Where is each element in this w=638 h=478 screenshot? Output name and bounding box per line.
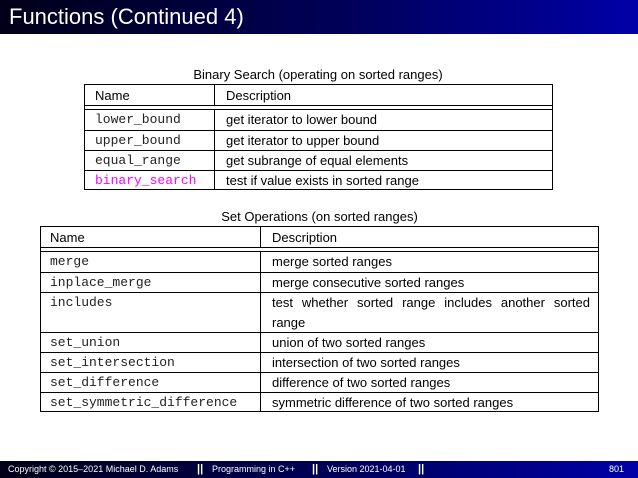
table-row (41, 392, 598, 412)
function-description: test if value exists in sorted range (226, 173, 419, 188)
function-description: get iterator to lower bound (226, 112, 378, 127)
function-description: intersection of two sorted ranges (272, 355, 460, 370)
footer-separator: || (418, 463, 425, 475)
function-name: set_intersection (50, 355, 175, 370)
function-description: merge sorted ranges (272, 254, 392, 269)
function-description: merge consecutive sorted ranges (272, 275, 465, 290)
binary-search-caption: Binary Search (operating on sorted ranges) (193, 67, 443, 82)
title-bar (0, 0, 638, 34)
slide-title: Functions (Continued 4) (9, 4, 244, 29)
footer-version: Version 2021-04-01 (327, 464, 406, 474)
table-row (41, 352, 598, 372)
function-name: includes (50, 295, 113, 310)
table-header-row (41, 227, 598, 248)
header-name: Name (95, 88, 130, 103)
footer-separator: || (197, 463, 204, 475)
function-name: inplace_merge (50, 275, 152, 290)
footer-page-number: 801 (609, 464, 625, 474)
function-description: union of two sorted ranges (272, 335, 426, 350)
table-row (85, 150, 552, 170)
table-header-row (85, 85, 552, 106)
function-name-highlighted: binary_search (95, 173, 197, 188)
footer-bar (0, 461, 638, 478)
function-description: get iterator to upper bound (226, 133, 380, 148)
binary-search-table (84, 84, 553, 190)
function-name: equal_range (95, 153, 181, 168)
function-name: set_difference (50, 375, 160, 390)
function-description: get subrange of equal elements (226, 153, 409, 168)
function-name: set_symmetric_difference (50, 395, 238, 410)
footer-separator: || (312, 463, 319, 475)
function-description: symmetric difference of two sorted ranges (272, 395, 514, 410)
function-name: lower_bound (95, 112, 181, 127)
table-row (85, 110, 552, 130)
table-row (85, 130, 552, 150)
set-operations-table (40, 226, 599, 412)
header-name: Name (50, 230, 85, 245)
table-row (41, 252, 598, 272)
footer-course: Programming in C++ (212, 464, 296, 474)
function-description: difference of two sorted ranges (272, 375, 451, 390)
set-operations-caption: Set Operations (on sorted ranges) (221, 209, 418, 224)
function-description: test whether sorted range includes another sorted range (272, 295, 590, 330)
function-name: merge (50, 254, 90, 269)
header-description: Description (272, 230, 338, 245)
table-row (41, 372, 598, 392)
table-row (85, 170, 552, 190)
function-name: upper_bound (95, 133, 181, 148)
table-row (41, 332, 598, 352)
footer-copyright: Copyright © 2015–2021 Michael D. Adams (8, 464, 179, 474)
table-row (41, 272, 598, 292)
table-row (41, 292, 598, 332)
function-name: set_union (50, 335, 121, 350)
header-description: Description (226, 88, 292, 103)
